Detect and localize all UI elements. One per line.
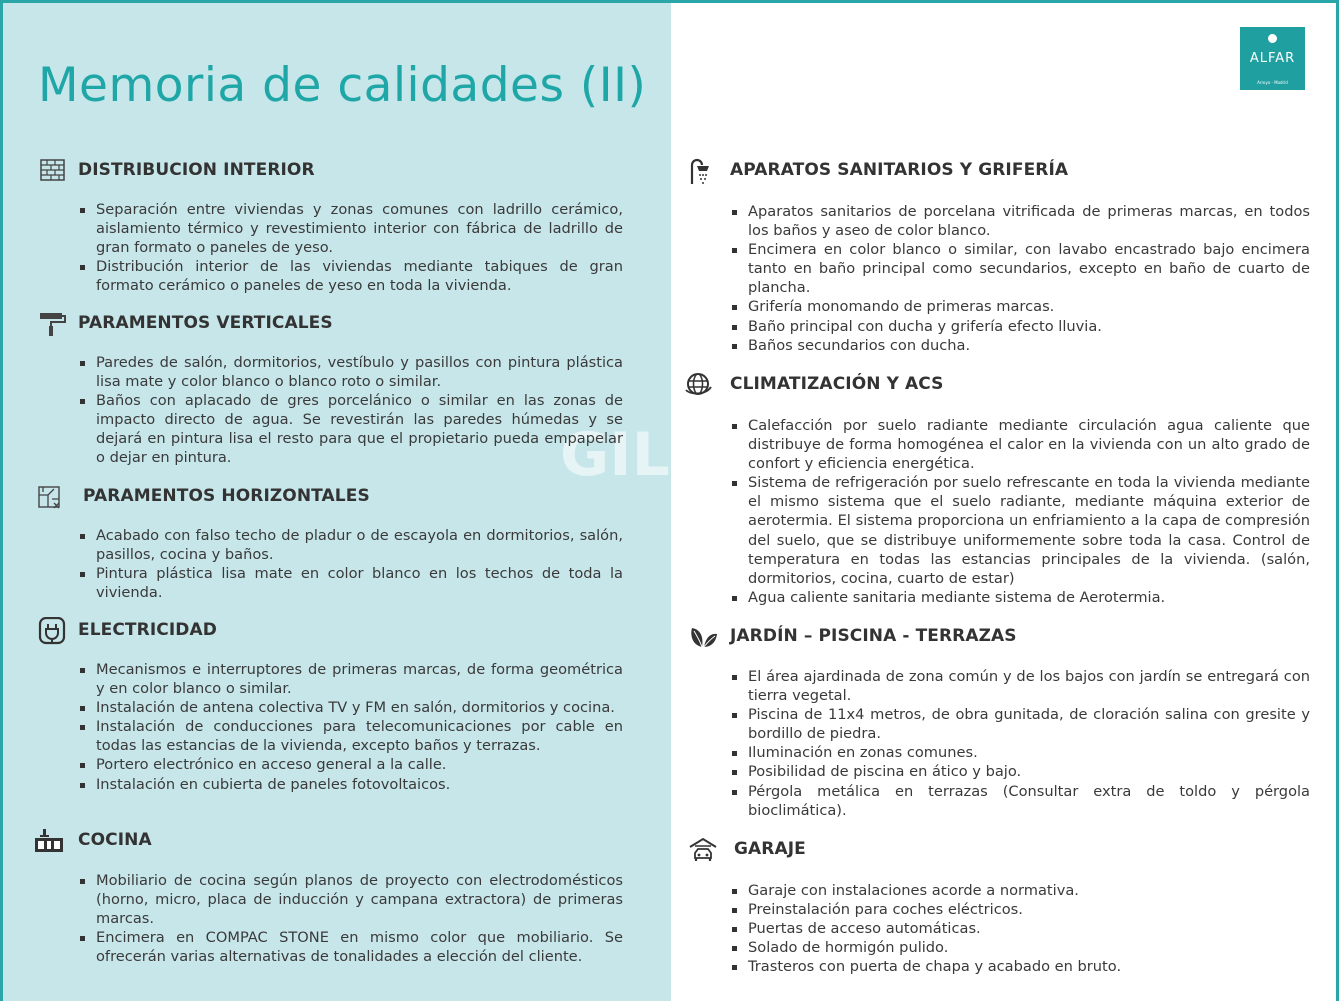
list-item: Calefacción por suelo radiante mediante circulación agua caliente que distribuye de forma homogénea el calor en la vivienda con un alto grado de confort y eficiencia energética. xyxy=(730,416,1310,473)
ceiling-plan-icon xyxy=(36,483,66,511)
list-item: Preinstalación para coches eléctricos. xyxy=(730,900,1310,919)
list-item: Encimera en COMPAC STONE en mismo color que mobiliario. Se ofrecerán varias alternativas de tonalidades a elección del cliente. xyxy=(78,928,623,966)
section-title: ELECTRICIDAD xyxy=(78,620,217,640)
list-item: Instalación en cubierta de paneles fotovoltaicos. xyxy=(78,775,623,794)
watermark: GILM xyxy=(560,420,730,490)
list-item: Encimera en color blanco o similar, con lavabo encastrado bajo encimera tanto en baño principal como secundarios, excepto en baño de cuarto de plancha. xyxy=(730,240,1310,297)
section-title: PARAMENTOS HORIZONTALES xyxy=(83,486,370,506)
section-electricidad xyxy=(38,617,623,793)
section-title: APARATOS SANITARIOS Y GRIFERÍA xyxy=(730,160,1069,180)
list-item: Sistema de refrigeración por suelo refrescante en toda la vivienda mediante el mismo sistema que el suelo radiante, mediante máquina exterior de aerotermia. El sistema proporciona un enfriamiento a la capa de compresión del suelo, que se distribuye uniformemente sobre toda la casa. Control de temperatura en todas las estancias principales de la vivienda. (salón, dormitorios, cocina, cuarto de estar) xyxy=(730,473,1310,588)
list-item: Baños secundarios con ducha. xyxy=(730,336,1310,355)
list-item: Baños con aplacado de gres porcelánico o similar en las zonas de impacto directo de agua. Se revestirán las paredes húmedas y se dejará en pintura lisa el resto para que el propietario pueda empapelar o dejar en pintura. xyxy=(78,391,623,467)
section-paramentos-verticales xyxy=(38,310,623,467)
plug-icon xyxy=(38,617,68,645)
list-item: Pérgola metálica en terrazas (Consultar extra de toldo y pérgola bioclimática). xyxy=(730,782,1310,820)
logo-word: ALFAR xyxy=(1249,51,1296,66)
section-jardin-piscina xyxy=(688,623,1310,819)
section-title: PARAMENTOS VERTICALES xyxy=(78,313,333,333)
page-title: Memoria de calidades (II) xyxy=(38,58,647,113)
list-item: Portero electrónico en acceso general a la calle. xyxy=(78,755,623,774)
list-item: Iluminación en zonas comunes. xyxy=(730,743,1310,762)
list-item: Grifería monomando de primeras marcas. xyxy=(730,297,1310,316)
shower-icon xyxy=(688,157,718,185)
section-aparatos-sanitarios xyxy=(688,157,1310,354)
garage-car-icon xyxy=(688,836,718,864)
kitchen-icon xyxy=(34,827,64,855)
list-item: El área ajardinada de zona común y de los bajos con jardín se entregará con tierra vegetal. xyxy=(730,667,1310,705)
section-title: CLIMATIZACIÓN Y ACS xyxy=(730,374,944,394)
paint-roller-icon xyxy=(38,310,68,338)
alfar-logo xyxy=(1240,27,1305,90)
list-item: Paredes de salón, dormitorios, vestíbulo y pasillos con pintura plástica lisa mate y color blanco o blanco roto o similar. xyxy=(78,353,623,391)
list-item: Posibilidad de piscina en ático y bajo. xyxy=(730,762,1310,781)
list-item: Instalación de conducciones para telecomunicaciones por cable en todas las estancias de la vivienda, excepto baños y terrazas. xyxy=(78,717,623,755)
section-title: COCINA xyxy=(78,830,152,850)
section-title: GARAJE xyxy=(734,839,806,859)
list-item: Pintura plástica lisa mate en color blanco en los techos de toda la vivienda. xyxy=(78,564,623,602)
list-item: Distribución interior de las viviendas mediante tabiques de gran formato cerámico o paneles de yeso en toda la vivienda. xyxy=(78,257,623,295)
list-item: Trasteros con puerta de chapa y acabado en bruto. xyxy=(730,957,1310,976)
list-item: Acabado con falso techo de pladur o de escayola en dormitorios, salón, pasillos, cocina y baños. xyxy=(78,526,623,564)
leaves-icon xyxy=(688,623,718,651)
section-climatizacion xyxy=(688,371,1310,606)
section-garaje xyxy=(688,836,1310,976)
list-item: Separación entre viviendas y zonas comunes con ladrillo cerámico, aislamiento térmico y revestimiento interior con fábrica de ladrillo de gran formato o paneles de yeso. xyxy=(78,200,623,257)
section-title: DISTRIBUCION INTERIOR xyxy=(78,160,315,180)
section-title: JARDÍN – PISCINA - TERRAZAS xyxy=(730,626,1017,646)
list-item: Agua caliente sanitaria mediante sistema de Aerotermia. xyxy=(730,588,1310,607)
list-item: Aparatos sanitarios de porcelana vitrificada de primeras marcas, en todos los baños y aseo de color blanco. xyxy=(730,202,1310,240)
logo-dot xyxy=(1268,34,1277,43)
list-item: Puertas de acceso automáticas. xyxy=(730,919,1310,938)
list-item: Piscina de 11x4 metros, de obra gunitada, de cloración salina con gresite y bordillo de piedra. xyxy=(730,705,1310,743)
list-item: Solado de hormigón pulido. xyxy=(730,938,1310,957)
list-item: Garaje con instalaciones acorde a normativa. xyxy=(730,881,1310,900)
list-item: Instalación de antena colectiva TV y FM en salón, dormitorios y cocina. xyxy=(78,698,623,717)
section-distribucion-interior xyxy=(38,157,623,295)
list-item: Baño principal con ducha y grifería efecto lluvia. xyxy=(730,317,1310,336)
list-item: Mecanismos e interruptores de primeras marcas, de forma geométrica y en color blanco o similar. xyxy=(78,660,623,698)
brick-wall-icon xyxy=(38,157,68,185)
list-item: Mobiliario de cocina según planos de proyecto con electrodomésticos (horno, micro, placa de inducción y campana extractora) de primeras marcas. xyxy=(78,871,623,928)
section-paramentos-horizontales xyxy=(38,483,623,602)
logo-subtitle: Arroyo · Madrid xyxy=(1257,80,1288,85)
section-cocina xyxy=(38,827,623,966)
globe-icon xyxy=(684,371,714,399)
